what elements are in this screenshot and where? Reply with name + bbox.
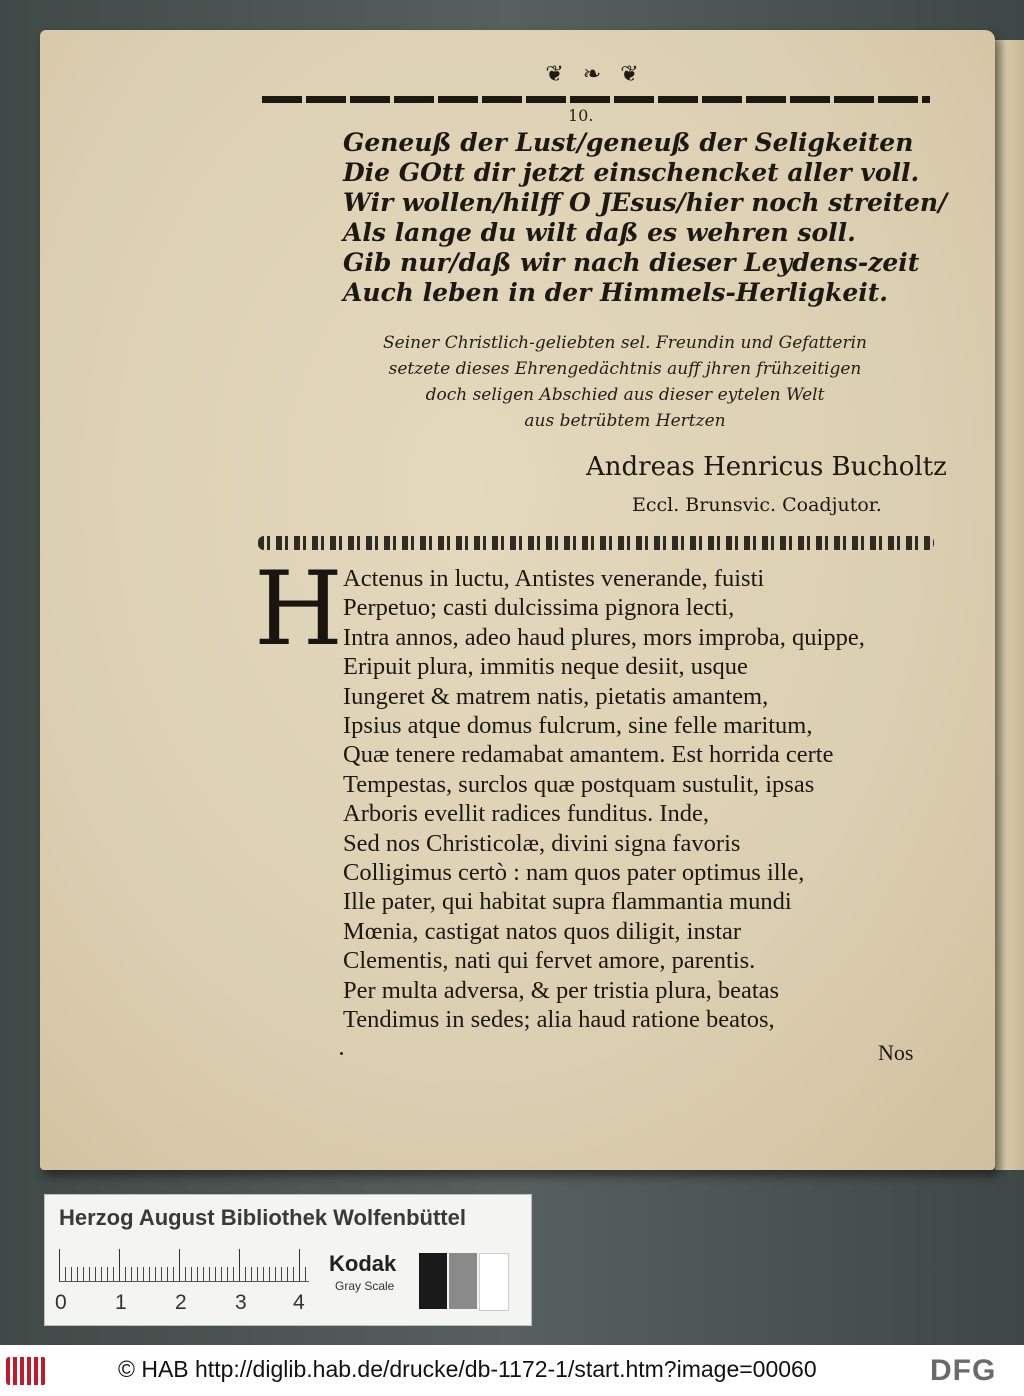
latin-line: Ipsius atque domus fulcrum, sine felle maritum, (343, 712, 813, 740)
printer-mark (340, 1052, 343, 1055)
library-name: Herzog August Bibliothek Wolfenbüttel (59, 1205, 466, 1230)
header-rule (262, 96, 930, 103)
ruler-number: 0 (55, 1291, 67, 1314)
copyright-url[interactable]: © HAB http://diglib.hab.de/drucke/db-1172-1/start.htm?image=00060 (118, 1356, 817, 1382)
latin-line: Per multa adversa, & per tristia plura, beatas (343, 976, 780, 1004)
stanza-number: 10. (568, 106, 594, 125)
drop-cap: H (254, 550, 343, 669)
stanza-line: Gib nur/daß wir nach dieser Leydens-zeit (343, 248, 920, 277)
latin-line: Intra annos, adeo haud plures, mors improba, quippe, (343, 623, 865, 651)
latin-line: Sed nos Christicolæ, divini signa favoris (343, 829, 741, 857)
dedication-line: doch seligen Abschied aus dieser eytelen Welt (425, 385, 825, 405)
ruler-number: 3 (235, 1291, 247, 1314)
latin-line: Clementis, nati qui fervet amore, parentis. (343, 947, 756, 975)
author-name: Andreas Henricus Bucholtz (586, 452, 947, 482)
gray-scale-label: Gray Scale (335, 1279, 395, 1293)
kodak-logo: Kodak (329, 1251, 397, 1276)
latin-line: Tempestas, surclos quæ postquam sustulit, ipsas (343, 770, 815, 798)
stanza-line: Geneuß der Lust/geneuß der Seligkeiten (343, 128, 914, 157)
latin-line: Actenus in luctu, Antistes venerande, fuisti (343, 565, 765, 592)
gray-swatch (449, 1253, 477, 1309)
latin-line: Quæ tenere redamabat amantem. Est horrida certe (343, 741, 834, 769)
latin-line: Perpetuo; casti dulcissima pignora lecti, (343, 594, 735, 622)
hab-logo-icon (6, 1357, 46, 1385)
dedication (345, 330, 905, 434)
header-ornament: ❦ ❧ ❦ (545, 62, 645, 87)
author-title: Eccl. Brunsvic. Coadjutor. (632, 494, 882, 516)
latin-line: Tendimus in sedes; alia haud ratione beatos, (343, 1006, 775, 1034)
latin-line: Colligimus certò : nam quos pater optimus ille, (343, 859, 805, 887)
ruler-number: 4 (293, 1291, 305, 1314)
dedication-line: Seiner Christlich-geliebten sel. Freundin und Gefatterin (383, 333, 867, 353)
catchword: Nos (878, 1040, 914, 1065)
latin-line: Eripuit plura, immitis neque desiit, usque (343, 653, 748, 681)
color-reference-card (44, 1194, 532, 1326)
next-page-edge (995, 40, 1024, 1170)
ornamental-rule (258, 536, 934, 550)
stanza-line: Als lange du wilt daß es wehren soll. (343, 218, 856, 247)
dedication-line: aus betrübtem Hertzen (524, 411, 726, 431)
ruler-number: 2 (175, 1291, 187, 1314)
stanza-line: Auch leben in der Himmels-Herligkeit. (343, 278, 889, 307)
dfg-logo: DFG (930, 1354, 997, 1387)
german-stanza (343, 128, 948, 308)
dedication-line: setzete dieses Ehrengedächtnis auff jhren frühzeitigen (388, 359, 862, 379)
ruler-number: 1 (115, 1291, 127, 1314)
stanza-line: Wir wollen/hilff O JEsus/hier noch streiten/ (343, 188, 948, 217)
latin-line: Iungeret & matrem natis, pietatis amantem, (343, 682, 769, 710)
latin-line: Ille pater, qui habitat supra flammantia mundi (343, 888, 792, 916)
footer-bar (0, 1345, 1024, 1396)
ruler (59, 1249, 309, 1282)
latin-line: Arboris evellit radices funditus. Inde, (343, 800, 710, 828)
latin-line: Mœnia, castigat natos quos diligit, instar (343, 917, 742, 945)
black-swatch (419, 1253, 447, 1309)
white-swatch (479, 1253, 509, 1311)
latin-poem (343, 564, 943, 1035)
stanza-line: Die GOtt dir jetzt einschencket aller voll. (343, 158, 920, 187)
